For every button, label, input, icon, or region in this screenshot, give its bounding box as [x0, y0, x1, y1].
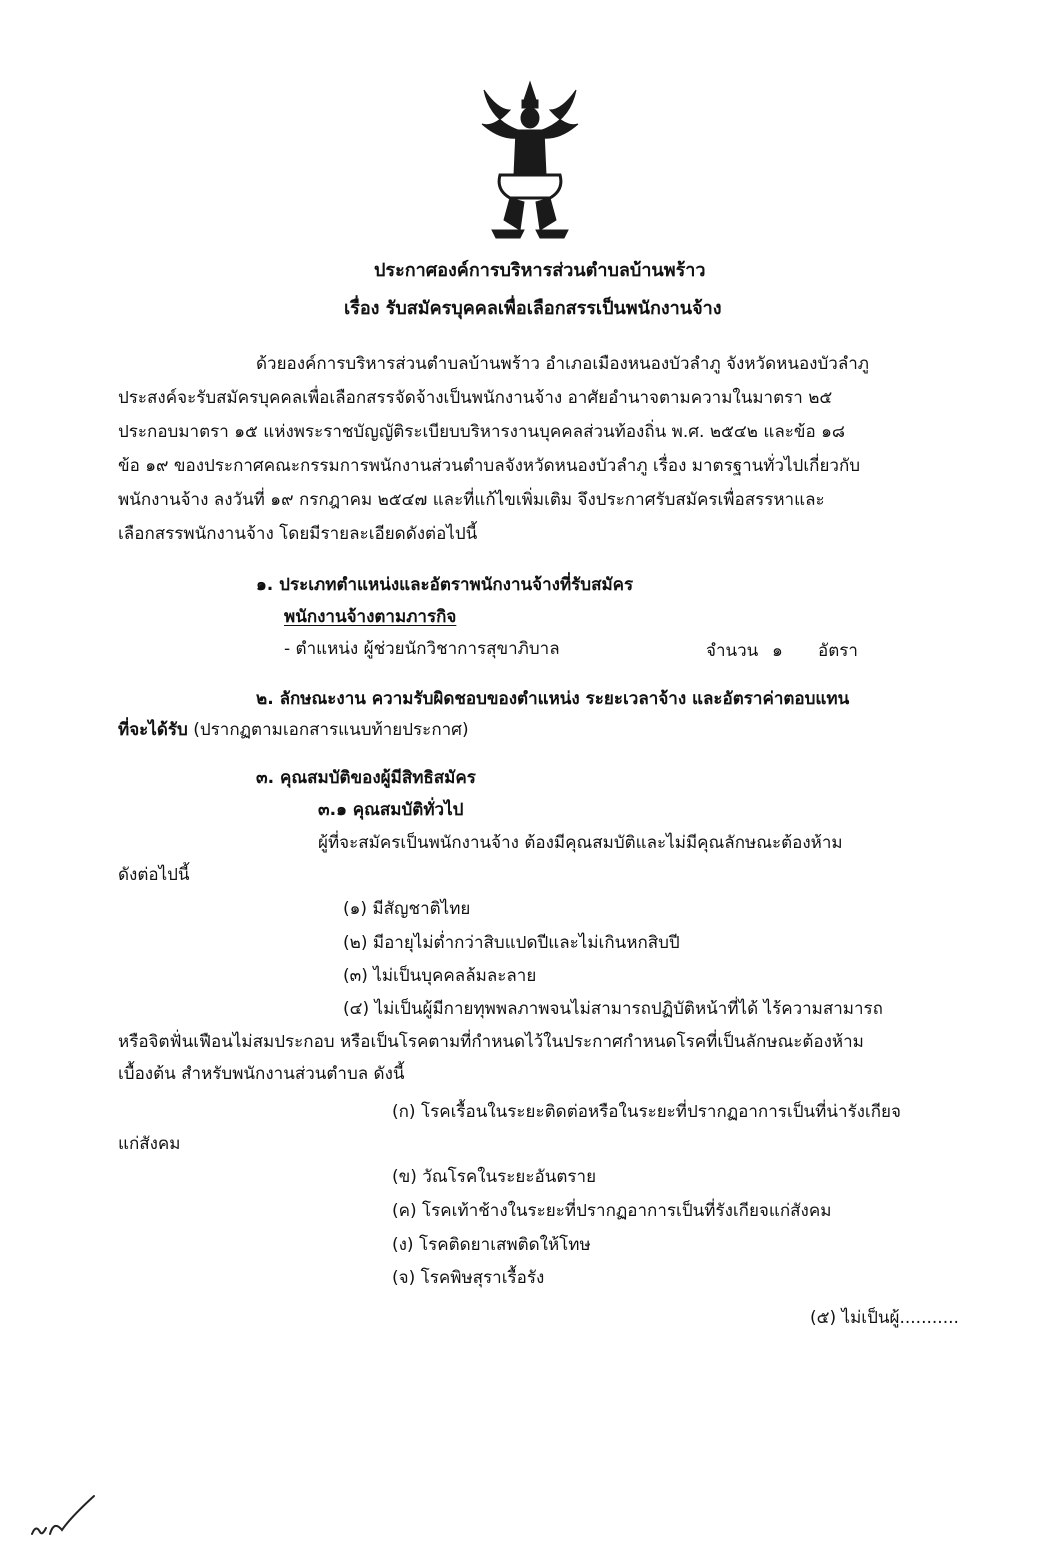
qualification-intro-cont: ดังต่อไปนี้ [118, 865, 190, 885]
section-3-heading: ๓. คุณสมบัติของผู้มีสิทธิสมัคร [256, 768, 476, 788]
section-3-1-heading: ๓.๑ คุณสมบัติทั่วไป [318, 800, 464, 820]
intro-line: เลือกสรรพนักงานจ้าง โดยมีรายละเอียดดังต่อไปนี้ [118, 524, 478, 544]
disease-item: (ค) โรคเท้าช้างในระยะที่ปรากฏอาการเป็นที่รังเกียจแก่สังคม [392, 1201, 832, 1221]
intro-line: ประกอบมาตรา ๑๕ แห่งพระราชบัญญัติระเบียบบริหารงานบุคคลส่วนท้องถิ่น พ.ศ. ๒๕๔๒ และข้อ ๑๘ [118, 422, 846, 442]
intro-line: ข้อ ๑๙ ของประกาศคณะกรรมการพนักงานส่วนตำบลจังหวัดหนองบัวลำภู เรื่อง มาตรฐานทั่วไปเกี่ยวกับ [118, 456, 861, 476]
disease-item-cont: แก่สังคม [118, 1134, 181, 1154]
qualification-item-4: (๔) ไม่เป็นผู้มีกายทุพพลภาพจนไม่สามารถปฏิบัติหน้าที่ได้ ไร้ความสามารถ [343, 999, 883, 1019]
section-2-heading-cont [118, 719, 469, 741]
qualification-item: (๑) มีสัญชาติไทย [343, 899, 471, 919]
announcement-title: ประกาศองค์การบริหารส่วนตำบลบ้านพร้าว [374, 260, 706, 281]
qualification-intro: ผู้ที่จะสมัครเป็นพนักงานจ้าง ต้องมีคุณสมบัติและไม่มีคุณลักษณะต้องห้าม [318, 833, 843, 853]
handwritten-initial-icon [26, 1490, 106, 1540]
section-2-bold-part: ที่จะได้รับ [118, 720, 188, 740]
disease-item: (ก) โรคเรื้อนในระยะติดต่อหรือในระยะที่ปรากฏอาการเป็นที่น่ารังเกียจ [392, 1102, 901, 1122]
section-1-heading: ๑. ประเภทตำแหน่งและอัตราพนักงานจ้างที่รับสมัคร [256, 575, 634, 595]
count-unit: อัตรา [818, 641, 858, 661]
disease-item: (ง) โรคติดยาเสพติดให้โทษ [392, 1235, 591, 1255]
qualification-item: (๓) ไม่เป็นบุคคลล้มละลาย [343, 966, 537, 986]
disease-item: (จ) โรคพิษสุราเรื้อรัง [392, 1268, 545, 1288]
qualification-item-4-cont: เบื้องต้น สำหรับพนักงานส่วนตำบล ดังนี้ [118, 1064, 405, 1084]
qualification-item: (๒) มีอายุไม่ต่ำกว่าสิบแปดปีและไม่เกินหกสิบปี [343, 933, 680, 953]
announcement-subject: เรื่อง รับสมัครบุคคลเพื่อเลือกสรรเป็นพนักงานจ้าง [344, 298, 722, 319]
section-2-heading: ๒. ลักษณะงาน ความรับผิดชอบของตำแหน่ง ระยะเวลาจ้าง และอัตราค่าตอบแทน [256, 689, 850, 709]
count-value: ๑ [772, 641, 783, 661]
continuation-text: (๕) ไม่เป็นผู้........... [810, 1308, 959, 1328]
garuda-emblem-icon [480, 80, 580, 240]
count-label: จำนวน [706, 641, 759, 661]
intro-line: พนักงานจ้าง ลงวันที่ ๑๙ กรกฎาคม ๒๕๔๗ และที่แก้ไขเพิ่มเติม จึงประกาศรับสมัครเพื่อสรรหาและ [118, 490, 825, 510]
intro-line: ประสงค์จะรับสมัครบุคคลเพื่อเลือกสรรจัดจ้างเป็นพนักงานจ้าง อาศัยอำนาจตามความในมาตรา ๒๕ [118, 388, 833, 408]
intro-line: ด้วยองค์การบริหารส่วนตำบลบ้านพร้าว อำเภอเมืองหนองบัวลำภู จังหวัดหนองบัวลำภู [256, 354, 869, 374]
qualification-item-4-cont: หรือจิตฟั่นเฟือนไม่สมประกอบ หรือเป็นโรคตามที่กำหนดไว้ในประกาศกำหนดโรคที่เป็นลักษณะต้องห้าม [118, 1032, 864, 1052]
disease-item: (ข) วัณโรคในระยะอันตราย [392, 1167, 597, 1187]
position-name: - ตำแหน่ง ผู้ช่วยนักวิชาการสุขาภิบาล [284, 639, 560, 659]
section-1-subheading: พนักงานจ้างตามภารกิจ [284, 607, 457, 627]
section-2-rest: (ปรากฏตามเอกสารแนบท้ายประกาศ) [187, 720, 469, 740]
